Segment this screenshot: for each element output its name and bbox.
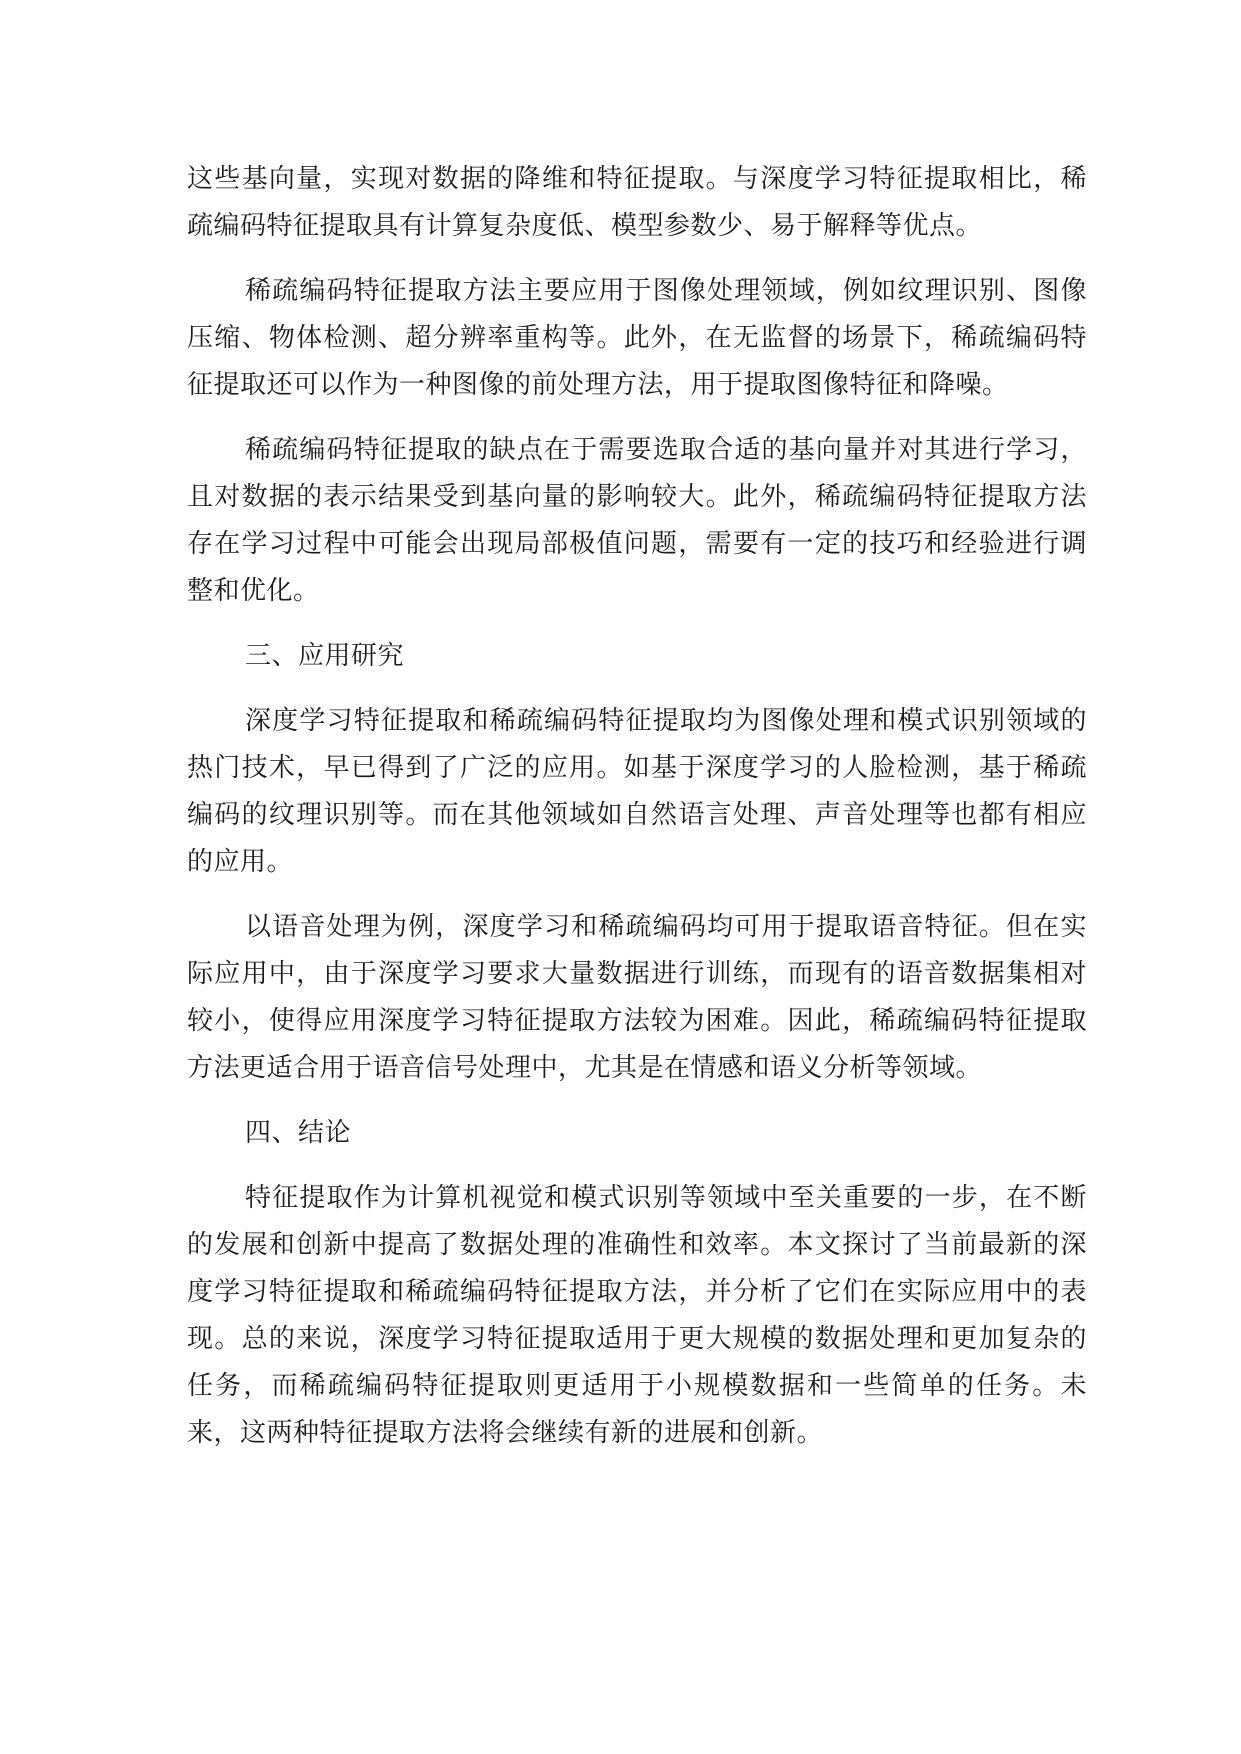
paragraph-speech-processing: 以语音处理为例，深度学习和稀疏编码均可用于提取语音特征。但在实际应用中，由于深度学习要求大量数据进行训练，而现有的语音数据集相对较小，使得应用深度学习特征提取方法较为困难。因此，稀疏编码特征提取方法更适合用于语音信号处理中，尤其是在情感和语义分析等领域。 bbox=[187, 912, 1087, 1083]
section-heading-applications: 三、应用研究 bbox=[245, 641, 405, 671]
paragraph-applications-overview: 深度学习特征提取和稀疏编码特征提取均为图像处理和模式识别领域的热门技术，早已得到了广泛的应用。如基于深度学习的人脸检测，基于稀疏编码的纹理识别等。而在其他领域如自然语言处理、声音处理等也都有相应的应用。 bbox=[187, 706, 1087, 877]
paragraph-continued: 这些基向量，实现对数据的降维和特征提取。与深度学习特征提取相比，稀疏编码特征提取具有计算复杂度低、模型参数少、易于解释等优点。 bbox=[187, 164, 1087, 241]
document-body bbox=[187, 156, 1087, 1475]
section-heading-conclusion: 四、结论 bbox=[245, 1118, 352, 1148]
paragraph-conclusion: 特征提取作为计算机视觉和模式识别等领域中至关重要的一步，在不断的发展和创新中提高了数据处理的准确性和效率。本文探讨了当前最新的深度学习特征提取和稀疏编码特征提取方法，并分析了它们在实际应用中的表现。总的来说，深度学习特征提取适用于更大规模的数据处理和更加复杂的任务，而稀疏编码特征提取则更适用于小规模数据和一些简单的任务。未来，这两种特征提取方法将会继续有新的进展和创新。 bbox=[187, 1183, 1087, 1448]
paragraph-sparse-coding-drawbacks: 稀疏编码特征提取的缺点在于需要选取合适的基向量并对其进行学习，且对数据的表示结果受到基向量的影响较大。此外，稀疏编码特征提取方法存在学习过程中可能会出现局部极值问题，需要有一定的技巧和经验进行调整和优化。 bbox=[187, 435, 1087, 606]
paragraph-sparse-coding-applications: 稀疏编码特征提取方法主要应用于图像处理领域，例如纹理识别、图像压缩、物体检测、超分辨率重构等。此外，在无监督的场景下，稀疏编码特征提取还可以作为一种图像的前处理方法，用于提取图像特征和降噪。 bbox=[187, 276, 1087, 400]
